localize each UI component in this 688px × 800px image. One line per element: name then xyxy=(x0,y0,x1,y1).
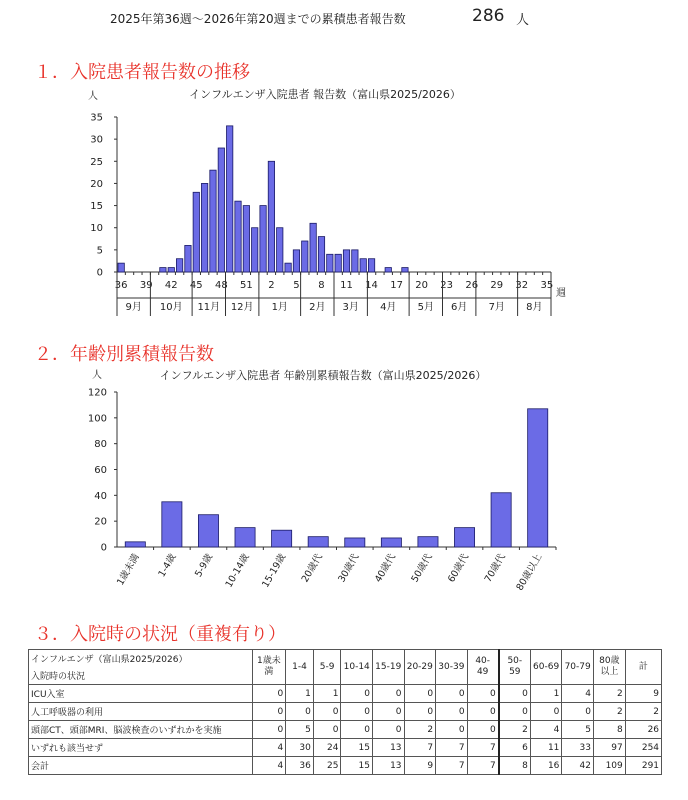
month-label: 8月 xyxy=(526,302,543,313)
bar-week xyxy=(343,250,349,272)
x-tick-label: 42 xyxy=(164,280,178,291)
bar-age xyxy=(345,538,365,547)
table-cell: 33 xyxy=(562,739,594,757)
y-tick-label: 35 xyxy=(90,112,103,124)
table-cell: 0 xyxy=(499,685,531,703)
summary-unit: 人 xyxy=(516,13,530,28)
table-cell: 26 xyxy=(625,721,661,739)
x-tick-label: 15-19歳 xyxy=(260,552,289,590)
table-header-row xyxy=(29,650,688,685)
x-tick-label: 23 xyxy=(440,280,454,291)
table-cell: 42 xyxy=(562,757,594,775)
table-row xyxy=(29,739,688,757)
table-cell: 0 xyxy=(341,703,373,721)
table-cell: 1 xyxy=(286,685,314,703)
bar-week xyxy=(285,263,291,272)
table-cell: 5 xyxy=(562,721,594,739)
table-cell: 0 xyxy=(372,721,404,739)
table-cell: 9 xyxy=(625,685,661,703)
month-label: 7月 xyxy=(488,302,505,313)
y-tick-label: 40 xyxy=(94,490,107,502)
table-cell: 0 xyxy=(252,721,286,739)
x-tick-label: 1歳未満 xyxy=(115,552,142,588)
x-tick-label: 36 xyxy=(114,280,128,291)
month-label: 1月 xyxy=(271,302,288,313)
bar-week xyxy=(335,254,341,272)
bar-week xyxy=(402,268,408,272)
table-cell: 0 xyxy=(372,685,404,703)
y-tick-label: 20 xyxy=(90,178,103,190)
table-cell: 1 xyxy=(313,685,341,703)
table-cell: 0 xyxy=(313,721,341,739)
table-cell: 8 xyxy=(593,721,625,739)
x-tick-label: 11 xyxy=(340,280,353,291)
x-tick-label: 60歳代 xyxy=(446,552,472,585)
x-tick-label: 8 xyxy=(318,280,325,291)
y-tick-label: 60 xyxy=(94,465,107,476)
table-cell: 7 xyxy=(436,739,468,757)
table-cell: 4 xyxy=(530,721,562,739)
x-tick-label: 14 xyxy=(365,280,378,291)
table-row xyxy=(29,703,688,721)
month-label: 5月 xyxy=(417,302,434,313)
x-axis-unit: 週 xyxy=(556,288,566,299)
table-row-label: いずれも該当せず xyxy=(29,739,253,757)
table-row-label: 人工呼吸器の利用 xyxy=(29,703,253,721)
y-tick-label: 25 xyxy=(90,156,103,168)
table-cell: 11 xyxy=(530,739,562,757)
table-column-header: 50-59 xyxy=(499,650,531,685)
month-label: 2月 xyxy=(309,302,326,313)
section-title-status: ３．入院時の状況（重複有り） xyxy=(34,624,286,645)
section-title-age: ２．年齢別累積報告数 xyxy=(34,344,214,365)
x-tick-label: 39 xyxy=(139,280,153,291)
x-tick-label: 40歳代 xyxy=(372,552,398,585)
table-row-label: 頭部CT、頭部MRI、脳波検査のいずれかを実施 xyxy=(29,721,253,739)
y-tick-label: 80 xyxy=(94,439,107,451)
table-row-label: ICU入室 xyxy=(29,685,253,703)
month-label: 4月 xyxy=(380,302,397,313)
month-label: 3月 xyxy=(342,302,359,313)
table-cell: 2 xyxy=(404,721,436,739)
table-column-header: 30-39 xyxy=(436,650,468,685)
table-cell: 254 xyxy=(625,739,661,757)
table-title-cell xyxy=(29,650,253,685)
table-cell: 13 xyxy=(372,739,404,757)
y-tick-label: 5 xyxy=(96,245,103,257)
bar-week xyxy=(243,206,249,272)
x-tick-label: 5 xyxy=(293,280,300,291)
table-column-header: 計 xyxy=(625,650,661,685)
x-tick-label: 35 xyxy=(540,280,554,291)
y-tick-label: 120 xyxy=(87,387,107,399)
table-column-header: 1-4 xyxy=(286,650,314,685)
table-row-label: 会計 xyxy=(29,757,253,775)
table-cell: 15 xyxy=(341,757,373,775)
x-tick-label: 20 xyxy=(415,280,429,291)
table-cell: 0 xyxy=(436,685,468,703)
table-cell: 4 xyxy=(252,757,286,775)
summary-count: 286 xyxy=(472,6,505,26)
section-title-weekly: １．入院患者報告数の推移 xyxy=(34,62,250,83)
table-cell: 7 xyxy=(467,739,499,757)
table-cell: 4 xyxy=(562,685,594,703)
table-cell: 2 xyxy=(593,685,625,703)
table-row xyxy=(29,721,688,739)
bar-week xyxy=(185,245,191,272)
table-cell: 0 xyxy=(562,703,594,721)
bar-week xyxy=(302,241,308,272)
table-cell: 0 xyxy=(286,703,314,721)
table-cell: 2 xyxy=(593,703,625,721)
table-cell: 30 xyxy=(286,739,314,757)
x-tick-label: 26 xyxy=(465,280,479,291)
table-cell: 0 xyxy=(404,703,436,721)
bar-age xyxy=(162,502,182,547)
bar-week xyxy=(352,250,358,272)
bar-age xyxy=(381,538,401,547)
y-tick-label: 0 xyxy=(96,267,103,279)
bar-week xyxy=(368,259,374,272)
bar-age xyxy=(125,542,145,547)
bar-age xyxy=(272,530,292,547)
bar-week xyxy=(218,148,224,272)
x-tick-label: 45 xyxy=(189,280,203,291)
summary-header xyxy=(0,6,688,30)
x-tick-label: 10-14歳 xyxy=(223,552,252,590)
bar-week xyxy=(210,170,216,272)
chart-title: インフルエンザ入院患者 報告数（富山県2025/2026） xyxy=(189,88,461,101)
table-cell: 24 xyxy=(313,739,341,757)
table-cell: 5 xyxy=(286,721,314,739)
table-cell: 291 xyxy=(625,757,661,775)
table-cell: 0 xyxy=(404,685,436,703)
table-cell: 13 xyxy=(372,757,404,775)
age-bar-chart xyxy=(0,362,688,612)
bar-age xyxy=(491,493,511,547)
chart-title: インフルエンザ入院患者 年齢別累積報告数（富山県2025/2026） xyxy=(159,369,487,382)
bar-week xyxy=(327,254,333,272)
bar-age xyxy=(198,515,218,547)
table-cell: 7 xyxy=(436,757,468,775)
y-tick-label: 15 xyxy=(90,201,103,213)
table-cell: 1 xyxy=(530,685,562,703)
x-tick-label: 48 xyxy=(214,280,228,291)
table-cell: 16 xyxy=(530,757,562,775)
x-tick-label: 51 xyxy=(239,280,253,291)
x-tick-label: 29 xyxy=(490,280,504,291)
table-cell: 25 xyxy=(313,757,341,775)
table-cell: 0 xyxy=(436,721,468,739)
table-cell: 0 xyxy=(341,685,373,703)
table-cell: 15 xyxy=(341,739,373,757)
bar-age xyxy=(418,537,438,547)
bar-week xyxy=(310,223,316,272)
table-column-header: 70-79 xyxy=(562,650,594,685)
weekly-bar-chart xyxy=(0,80,688,320)
table-cell: 0 xyxy=(252,685,286,703)
table-column-header: 10-14 xyxy=(341,650,373,685)
x-tick-label: 2 xyxy=(268,280,275,291)
table-column-header: 60-69 xyxy=(530,650,562,685)
table-cell: 0 xyxy=(467,685,499,703)
bar-week xyxy=(318,237,324,272)
bar-week xyxy=(118,263,124,272)
month-label: 10月 xyxy=(159,302,183,313)
table-cell: 0 xyxy=(313,703,341,721)
bar-week xyxy=(201,183,207,272)
table-column-header: 5-9 xyxy=(313,650,341,685)
table-cell: 0 xyxy=(436,703,468,721)
table-cell: 0 xyxy=(252,703,286,721)
x-tick-label: 32 xyxy=(515,280,529,291)
table-cell: 6 xyxy=(499,739,531,757)
table-cell: 0 xyxy=(530,703,562,721)
bar-week xyxy=(168,268,174,272)
x-tick-label: 1-4歳 xyxy=(156,552,179,580)
table-cell: 0 xyxy=(467,721,499,739)
table-cell: 0 xyxy=(341,721,373,739)
month-label: 11月 xyxy=(197,302,221,313)
table-cell: 0 xyxy=(467,703,499,721)
table-cell: 9 xyxy=(404,757,436,775)
bar-week xyxy=(260,206,266,272)
month-label: 12月 xyxy=(230,302,254,313)
bar-week xyxy=(385,268,391,272)
table-column-header: 1歳未満 xyxy=(252,650,286,685)
table-cell: 2 xyxy=(625,703,661,721)
bar-age xyxy=(308,537,328,547)
x-tick-label: 5-9歳 xyxy=(193,552,216,580)
table-column-header: 20-29 xyxy=(404,650,436,685)
x-tick-label: 17 xyxy=(390,280,403,291)
admission-status-table xyxy=(28,649,688,775)
table-cell: 97 xyxy=(593,739,625,757)
y-tick-label: 30 xyxy=(90,134,103,146)
x-tick-label: 30歳代 xyxy=(336,552,362,585)
bar-week xyxy=(268,161,274,272)
table-row xyxy=(29,757,688,775)
x-tick-label: 20歳代 xyxy=(299,552,325,585)
x-tick-label: 50歳代 xyxy=(409,552,435,585)
y-tick-label: 10 xyxy=(90,223,103,235)
bar-week xyxy=(160,268,166,272)
table-row xyxy=(29,685,688,703)
bar-week xyxy=(193,192,199,272)
month-label: 6月 xyxy=(451,302,468,313)
y-tick-label: 20 xyxy=(94,516,107,528)
table-cell: 0 xyxy=(372,703,404,721)
table-column-header: 80歳以上 xyxy=(593,650,625,685)
bar-age xyxy=(235,528,255,547)
table-cell: 109 xyxy=(593,757,625,775)
y-tick-label: 0 xyxy=(100,542,107,554)
bar-week xyxy=(252,228,258,272)
table-cell: 7 xyxy=(467,757,499,775)
table-cell: 36 xyxy=(286,757,314,775)
y-axis-label: 人 xyxy=(88,91,98,102)
table-column-header: 40-49 xyxy=(467,650,499,685)
bar-age xyxy=(528,409,548,547)
bar-week xyxy=(360,259,366,272)
x-tick-label: 80歳以上 xyxy=(514,552,545,593)
bar-week xyxy=(176,259,182,272)
table-cell: 7 xyxy=(404,739,436,757)
x-tick-label: 70歳代 xyxy=(482,552,508,585)
bar-age xyxy=(454,528,474,547)
bar-week xyxy=(277,228,283,272)
table-cell: 4 xyxy=(252,739,286,757)
table-cell: 0 xyxy=(499,703,531,721)
table-cell: 2 xyxy=(499,721,531,739)
bar-week xyxy=(293,250,299,272)
month-label: 9月 xyxy=(125,302,142,313)
table-subtitle: 入院時の状況 xyxy=(31,672,86,682)
y-tick-label: 100 xyxy=(87,413,107,425)
summary-text: 2025年第36週～2026年第20週までの累積患者報告数 xyxy=(110,12,406,26)
y-axis-label: 人 xyxy=(92,370,102,381)
table-title: インフルエンザ（富山県2025/2026） xyxy=(31,655,188,665)
bar-week xyxy=(227,126,233,272)
table-cell: 8 xyxy=(499,757,531,775)
table-column-header: 15-19 xyxy=(372,650,404,685)
bar-week xyxy=(235,201,241,272)
